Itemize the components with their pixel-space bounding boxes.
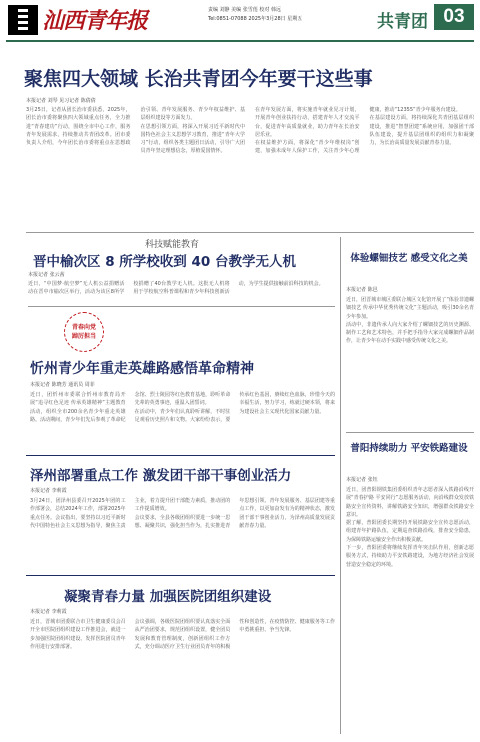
masthead: [0, 0, 480, 44]
column-divider: [340, 237, 341, 734]
story5-paragraph: 近日，晋城市团委联合市卫生健康委员会召开全市医院团组织建设工作推进会，就进一步加强医院团组织建设、发挥医院团员青年作用进行安排部署。: [30, 619, 126, 650]
lead-paragraph: 在思想引领方面，将深入开展习近平新时代中国特色社会主义思想学习教育，推进“青年大学习”行动，组织各类主题团日活动，引导广大团员青年坚定理想信念，厚植爱国情怀。: [140, 123, 245, 155]
side1-byline: 本报记者 陈邑: [346, 287, 378, 293]
story2-body: [28, 280, 335, 304]
youth-badge: [64, 312, 104, 352]
masthead-info-line2: Tel:0851-07088 2025年3月28日 星期五: [208, 16, 303, 22]
story5-paragraph: 会议强调，各级医院团组织要认真落实全面从严治团要求，规范团组织设置，健全团员发展和教育管理制度，创新团组织工作方式，充分调动医疗卫生行业团员青年的积极性和创造性，在疫情防控、健康服务等工作中勇挑重担、争当先锋。: [134, 619, 335, 650]
story2-byline: 本报记者 张云茜: [28, 272, 65, 278]
story4-headline: 泽州部署重点工作 激发团干部干事创业活力: [30, 468, 292, 484]
side2-paragraph: 据了解，普阳团委长期坚持开展铁路安全宣传志愿活动，组建青年护路队伍，定期巡查铁路沿线，排查安全隐患，为保障铁路运输安全作出积极贡献。: [346, 520, 474, 543]
side1-body: [346, 296, 474, 428]
side-divider: [346, 432, 474, 433]
side2-paragraph: 下一步，普阳团委将继续发挥青年突击队作用，创新志愿服务方式，持续助力平安铁路建设，为地方经济社会发展营造安全稳定的环境。: [346, 545, 474, 568]
side1-paragraph: 近日，团晋城市城区委联合城区文化馆开展了“体验非遗螺钿技艺 传承中华优秀传统文化”主题活动，吸引30余名青少年参加。: [346, 297, 474, 320]
story5-headline: 凝聚青春力量 加强医院团组织建设: [64, 589, 272, 605]
side2-paragraph: 近日，团普阳钢铁集团委组织青年志愿者深入铁路沿线开展“青春护路 平安同行”志愿服务活动，向沿线群众发放铁路安全宣传资料，讲解铁路安全知识，增强群众铁路安全意识。: [346, 487, 474, 518]
badge-line1: 青春向党: [71, 324, 96, 331]
side1-paragraph: 活动中，非遗传承人向大家介绍了螺钿技艺的历史渊源、制作工艺和艺术特色，并手把手指导大家完成螺钿作品制作，让青少年在动手实践中感受传统文化之美。: [346, 321, 474, 345]
story3-body: [30, 391, 335, 449]
lead-headline: 聚焦四大领域 长治共青团今年要干这些事: [24, 68, 373, 90]
story2-headline: 晋中榆次区 8 所学校收到 40 台教学无人机: [33, 254, 296, 270]
masthead-rule: [6, 40, 474, 42]
side2-byline: 本报记者 张钰: [346, 477, 378, 483]
story2-divider: [28, 306, 335, 307]
lead-paragraph: 在青年发展方面，将实施青年就业见习计划，开展青年创业扶持行动，搭建青年人才交流平台，促进青年高质量就业，助力青年在长治安居乐业。: [255, 107, 360, 138]
story3-byline: 本报记者 陈晓芳 通讯员 周菲: [30, 382, 95, 388]
story4-paragraph: 3月24日，团泽州县委召开2025年团的工作部署会，总结2024年工作，部署2025年重点任务。会议指出，要坚持以习近平新时代中国特色社会主义思想为指导，聚焦主责主业，着力提升团干部能力素质，推动团的工作提质增效。: [30, 498, 231, 529]
lead-paragraph: 3月25日，记者从团长治市委获悉，2025年，团长治市委将聚焦四大领域重点任务，全力推进“青春建功”行动，围绕全市中心工作，服务青年发展需求，持续推动共青团改革。团市委负责人介绍，今年团长治市委将重点在思想政治引领、青年发展服务、青少年权益维护、基层组织建设等方面发力。: [26, 107, 245, 147]
paper-name: 汕西青年报: [42, 8, 148, 34]
lead-paragraph: 在权益维护方面，将深化“青少年维权岗”创建，加强未成年人保护工作，关注青少年心理健康，推动“12355”青少年服务台建设。: [255, 107, 461, 155]
story4-divider: [26, 575, 335, 576]
story3-headline: 忻州青少年重走英雄路感悟革命精神: [30, 361, 254, 377]
lead-paragraph: 在基层建设方面，将持续深化共青团基层组织建设，推进“智慧团建”系统应用，加强团干部队伍建设，提升基层团组织的组织力和凝聚力，为长治高质量发展贡献青春力量。: [369, 115, 474, 147]
side1-headline: 体验螺钿技艺 感受文化之美: [350, 253, 468, 264]
story3-paragraph: 在活动中，青少年们认真聆听讲解，不时驻足观看历史照片和文物。大家纷纷表示，要传承红色基因，赓续红色血脉，珍惜今天的幸福生活，努力学习，练就过硬本领，将来为建设社会主义现代化国家贡献力量。: [134, 392, 335, 423]
qr-code-icon: [8, 5, 38, 35]
page-number: 03: [434, 4, 474, 30]
story4-paragraph: 会议要求，全县各级团组织要进一步统一思想、凝聚共识，强化担当作为，扎实推进青年思想引领、青年发展服务、基层团建等重点工作，以更加奋发有为的精神状态，激发团干部干事创业活力，为泽州高质量发展贡献青春力量。: [134, 498, 335, 529]
story5-byline: 本报记者 李莉霞: [30, 609, 67, 615]
story4-body: [30, 497, 335, 571]
side2-body: [346, 486, 474, 734]
story3-divider: [26, 455, 335, 456]
story5-body: [30, 618, 335, 734]
lead-byline: 本报记者 刘琴 见习记者 陈倩倩: [26, 98, 96, 104]
lead-divider: [26, 232, 474, 233]
story2-kicker: 科技赋能教育: [145, 240, 200, 250]
side2-headline: 普阳持续助力 平安铁路建设: [350, 443, 468, 454]
masthead-info-line1: 责编 刘静 美编 张雪莲 校对 韩远: [208, 7, 281, 13]
badge-line2: 踔厉担当: [71, 333, 96, 340]
story4-byline: 本报记者 李莉霞: [30, 488, 67, 494]
section-label: 共青团: [377, 12, 428, 32]
lead-body: [26, 106, 474, 229]
story2-paragraph: 近日，“中国梦·航空梦”无人机公益捐赠活动在晋中市榆次区举行，活动为该区8所学校捐赠了40台教学无人机。这批无人机将用于学校航空科普课程和青少年科技创新活动，为学生提供接触前沿科技的机会。: [28, 281, 324, 296]
masthead-info: [208, 6, 378, 24]
story3-paragraph: 近日，团忻州市委联合忻州市教育局开展“追寻红色足迹 传承英雄精神”主题教育活动，组织全市200余名青少年重走英雄路。活动期间，青少年们先后参观了革命纪念馆、烈士陵园等红色教育基地，聆听革命先辈的英勇事迹，重温入团誓词。: [30, 392, 231, 423]
